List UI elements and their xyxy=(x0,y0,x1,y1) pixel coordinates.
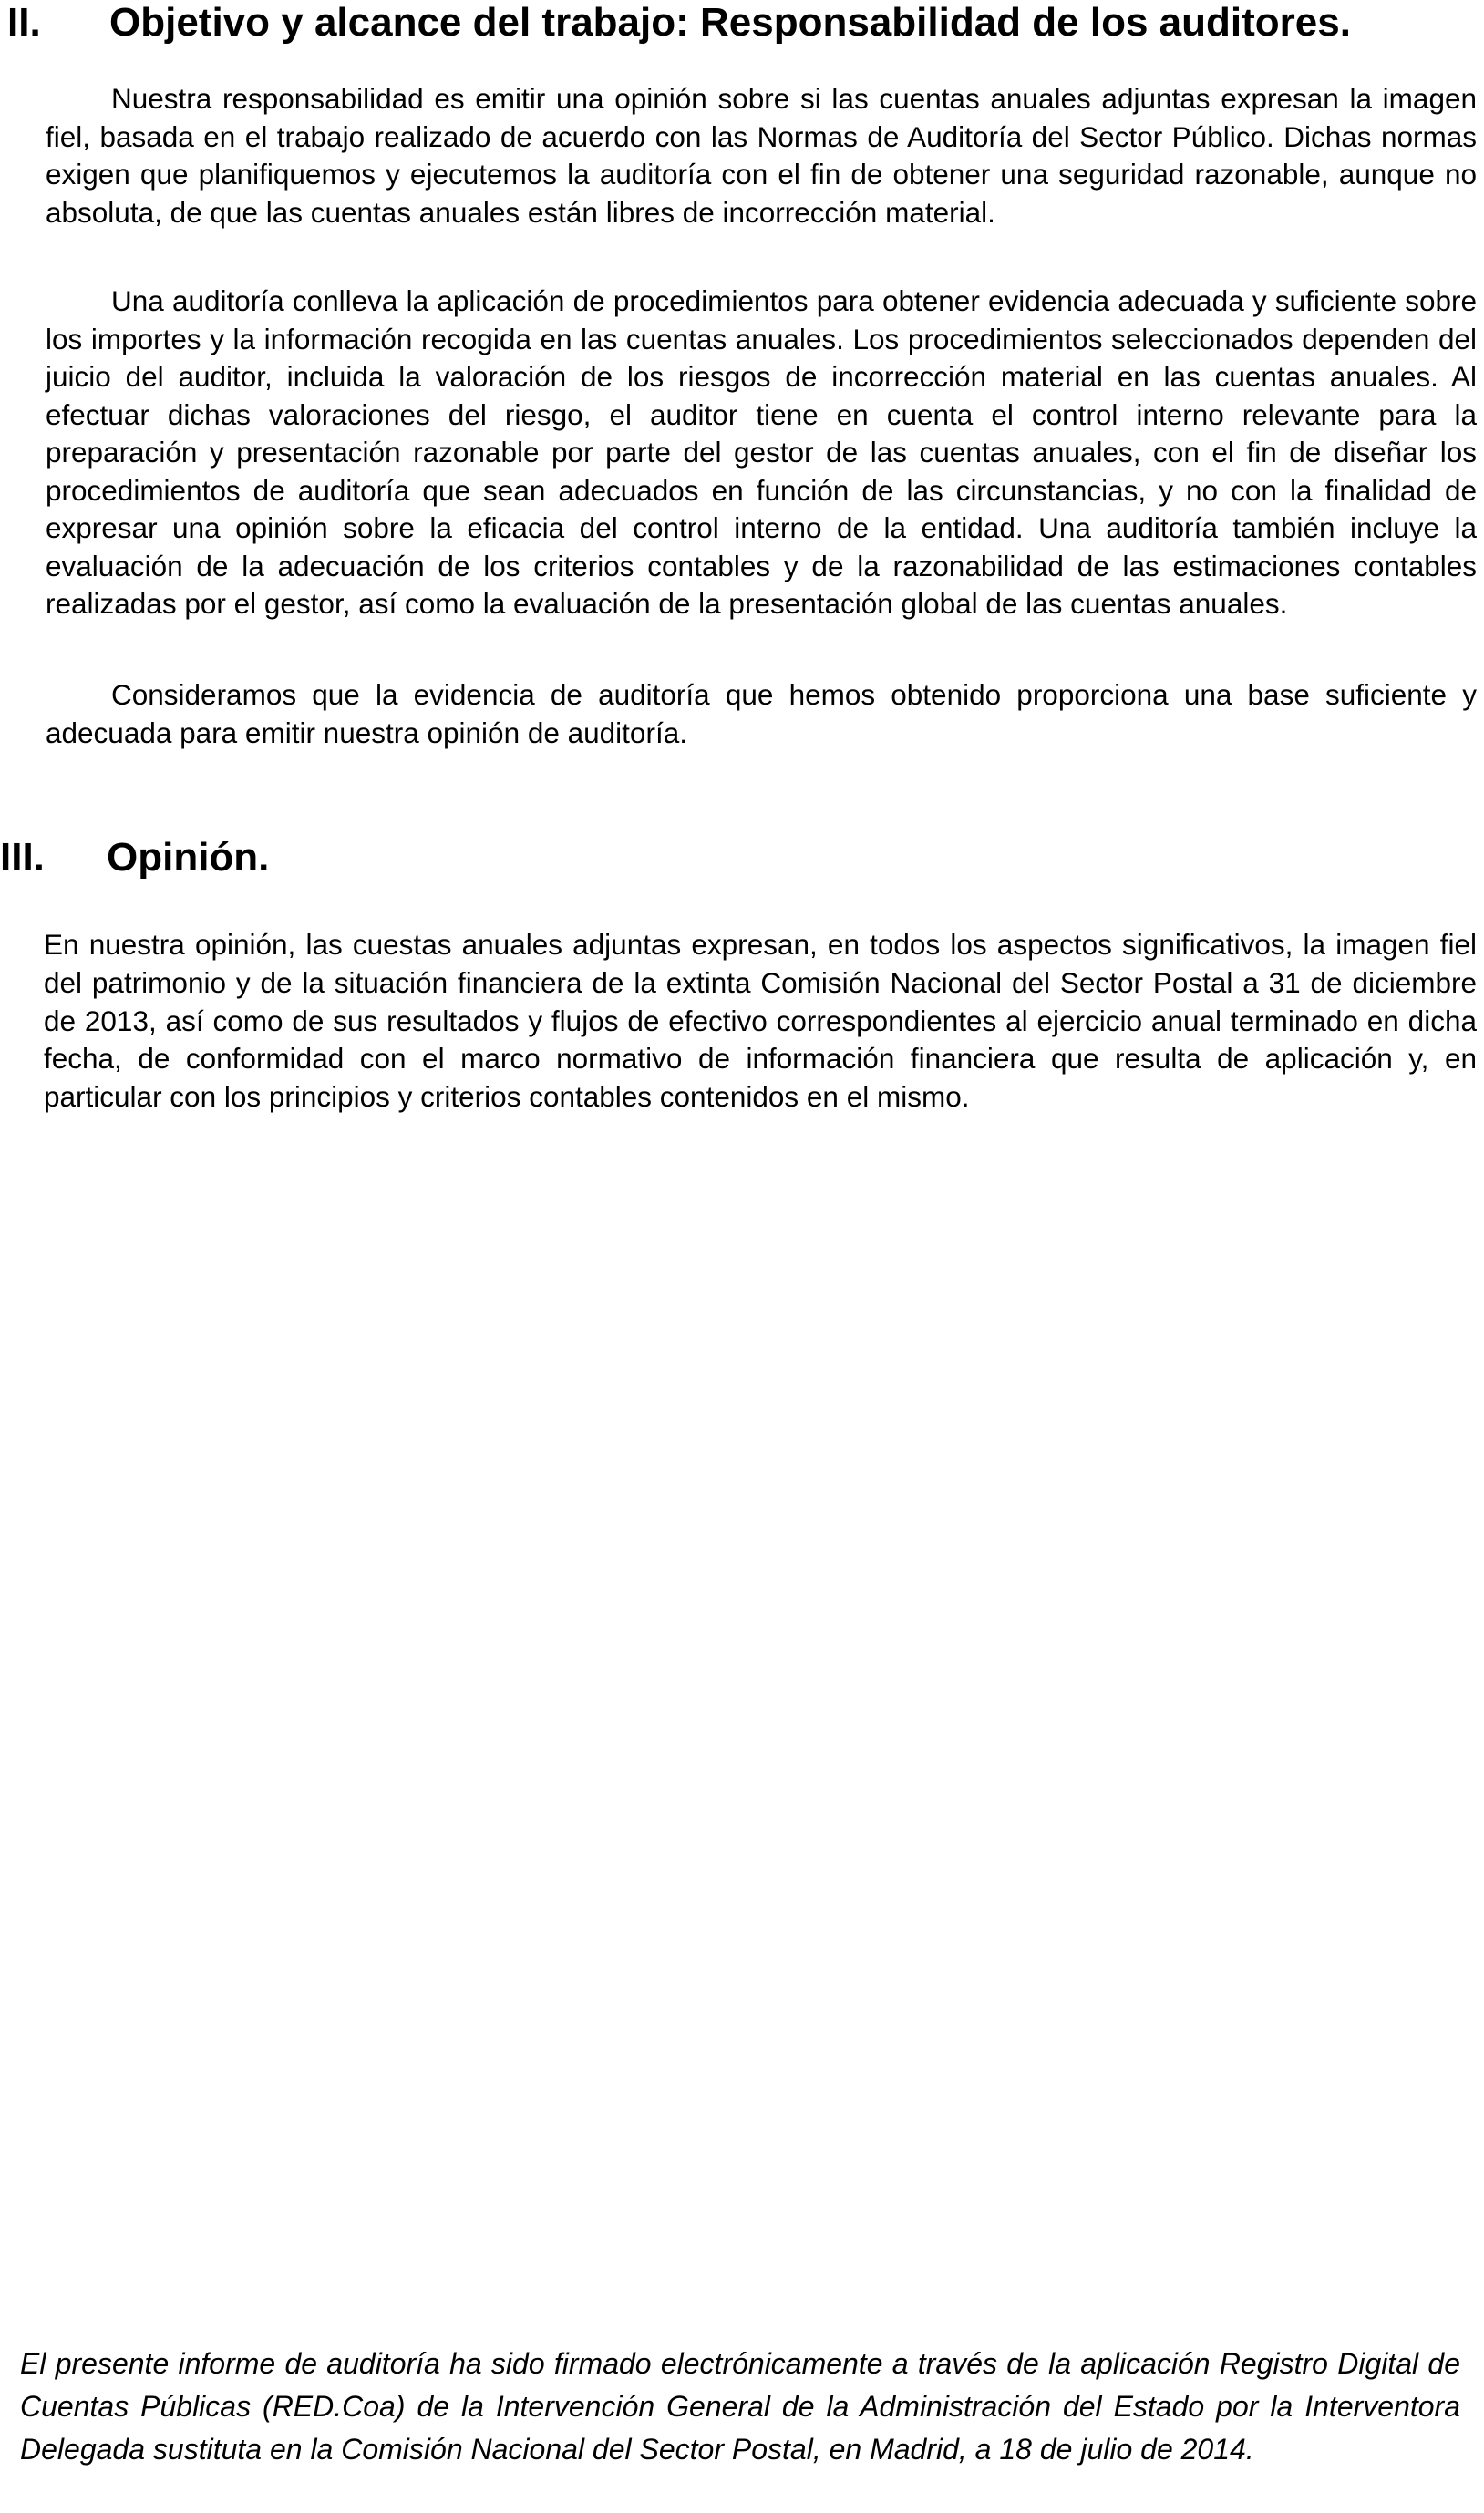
paragraph-text: Consideramos que la evidencia de auditoría que hemos obtenido proporciona una base suficiente y adecuada para emitir nuestra opinión de auditoría. xyxy=(46,678,1477,749)
paragraph-text: Una auditoría conlleva la aplicación de procedimientos para obtener evidencia adecuada y suficiente sobre los importes y la información recogida en las cuentas anuales. Los procedimientos seleccionados dependen del juicio del auditor, incluida la valoración de los riesgos de incorrección material en las cuentas anuales. Al efectuar dichas valoraciones del riesgo, el auditor tiene en cuenta el control interno relevante para la preparación y presentación razonable por parte del gestor de las cuentas anuales, con el fin de diseñar los procedimientos de auditoría que sean adecuados en función de las circunstancias, y no con la finalidad de expresar una opinión sobre la eficacia del control interno de la entidad. Una auditoría también incluye la evaluación de la adecuación de los criterios contables y de la razonabilidad de las estimaciones contables realizadas por el gestor, así como la evaluación de la presentación global de las cuentas anuales. xyxy=(46,284,1477,620)
paragraph-text: Nuestra responsabilidad es emitir una opinión sobre si las cuentas anuales adjuntas expresan la imagen fiel, basada en el trabajo realizado de acuerdo con las Normas de Auditoría del Sector Público. Dichas normas exigen que planifiquemos y ejecutemos la auditoría con el fin de obtener una seguridad razonable, aunque no absoluta, de que las cuentas anuales están libres de incorrección material. xyxy=(46,82,1477,229)
audit-procedures-paragraph xyxy=(46,283,1477,623)
footer-note-text: El presente informe de auditoría ha sido firmado electrónicamente a través de la aplicación Registro Digital de Cuentas Públicas (RED.Coa) de la Intervención General de la Administración del Estado por la Interventora Delegada sustituta en la Comisión Nacional del Sector Postal, en Madrid, a 18 de julio de 2014. xyxy=(20,2347,1460,2466)
section-ii-number: II. xyxy=(7,0,41,45)
section-iii-number: III. xyxy=(0,835,45,880)
section-ii-heading xyxy=(7,2,1475,44)
section-iii-title: Opinión. xyxy=(107,835,270,880)
section-ii-title: Objetivo y alcance del trabajo: Responsabilidad de los auditores. xyxy=(109,0,1351,45)
section-iii-heading xyxy=(0,837,1468,879)
opinion-paragraph xyxy=(44,926,1477,1117)
evidence-paragraph xyxy=(46,676,1477,752)
electronic-signature-note xyxy=(20,2343,1460,2471)
paragraph-text: En nuestra opinión, las cuestas anuales adjuntas expresan, en todos los aspectos significativos, la imagen fiel del patrimonio y de la situación financiera de la extinta Comisión Nacional del Sector Postal a 31 de diciembre de 2013, así como de sus resultados y flujos de efectivo correspondientes al ejercicio anual terminado en dicha fecha, de conformidad con el marco normativo de información financiera que resulta de aplicación y, en particular con los principios y criterios contables contenidos en el mismo. xyxy=(44,928,1477,1114)
responsibility-paragraph xyxy=(46,80,1477,232)
